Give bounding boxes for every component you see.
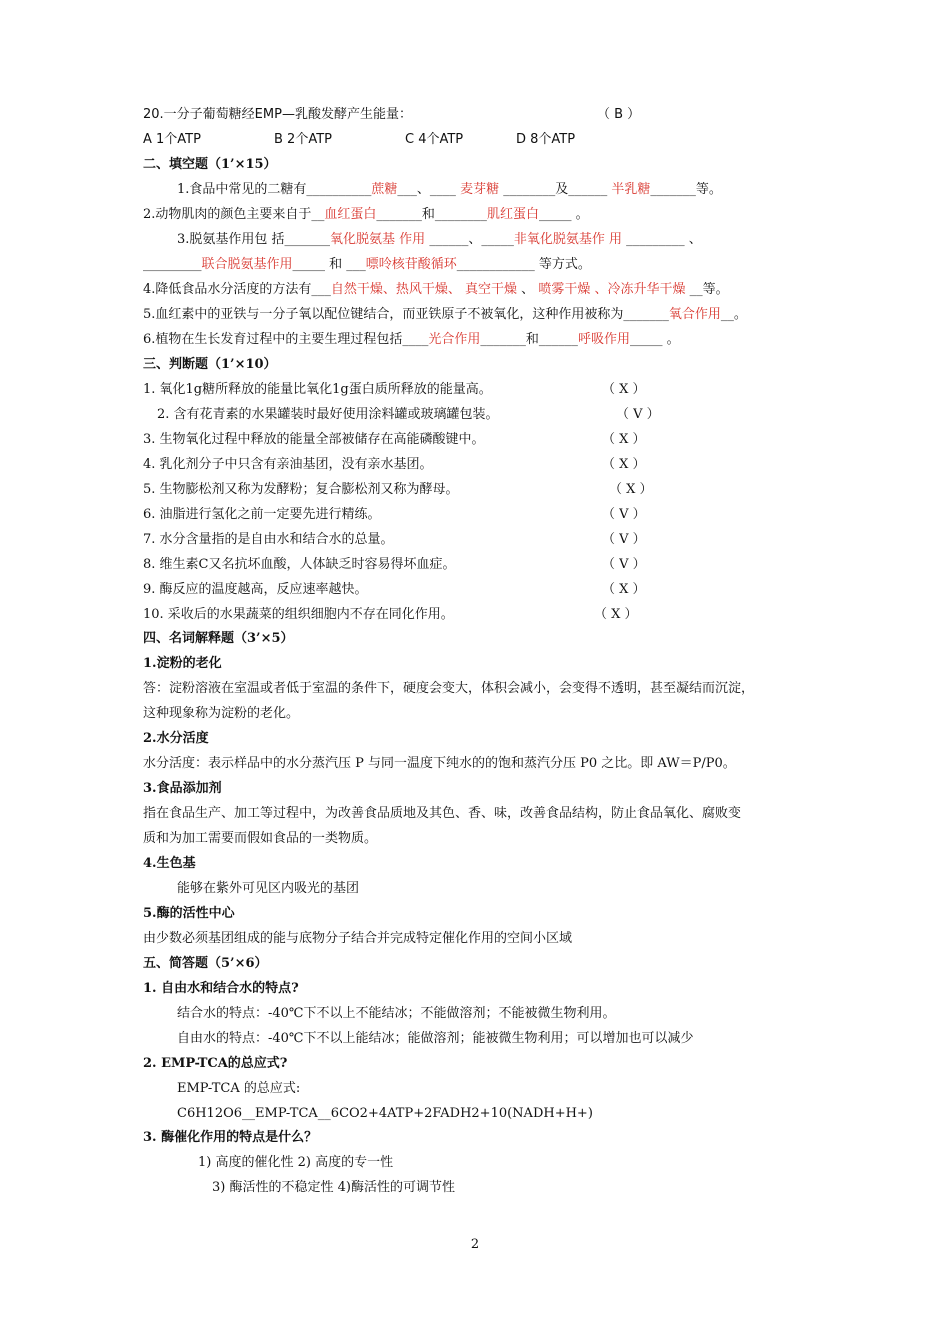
- fill-item-6: [143, 331, 810, 349]
- fill-6-text-b: _______和______: [480, 332, 578, 347]
- fill-3b-text-c: ____________ 等方式。: [456, 257, 591, 272]
- judge-answer: （ X ）: [602, 382, 646, 397]
- q20-option-a: A 1个ATP: [143, 132, 201, 147]
- fill-2-answer-b: 肌红蛋白: [486, 207, 539, 222]
- fill-item-5: [143, 306, 810, 324]
- term-3-definition-cont: 质和为加工需要而假如食品的一类物质。: [143, 831, 378, 846]
- fill-6-answer-b: 呼吸作用: [577, 332, 630, 347]
- fill-4-text-b: 、: [517, 282, 539, 297]
- q20-option-b: B 2个ATP: [274, 132, 332, 147]
- judge-answer: （ V ）: [616, 407, 660, 422]
- fill-6-answer-a: 光合作用: [428, 332, 481, 347]
- judge-item: [143, 431, 810, 449]
- judge-item: [157, 406, 810, 424]
- fill-5-text-a: 5.血红素中的亚铁与一分子氧以配位键结合，而亚铁原子不被氧化，这种作用被称为_______: [143, 307, 669, 322]
- short-2-formula: C6H12O6__EMP-TCA__6CO2+4ATP+2FADH2+10(NADH+H+): [177, 1106, 593, 1121]
- term-1-title: 1.淀粉的老化: [143, 656, 222, 671]
- q20-answer: （ B ）: [597, 107, 641, 122]
- fill-3b-answer-b: 嘌呤核苷酸循环: [365, 257, 457, 272]
- short-heading: 五、简答题（5’×6）: [143, 956, 268, 971]
- fill-4-text-a: 4.降低食品水分活度的方法有___: [143, 282, 331, 297]
- judge-text: 7. 水分含量指的是自由水和结合水的总量。: [143, 532, 394, 547]
- page-number: 2: [470, 1237, 480, 1252]
- fill-2-text-c: _____ 。: [538, 207, 589, 222]
- judge-text: 4. 乳化剂分子中只含有亲油基团，没有亲水基团。: [143, 457, 433, 472]
- fill-4-answer-a: 自然干燥、热风干燥、 真空干燥: [330, 282, 518, 297]
- fill-1-text-d: _______等。: [650, 182, 722, 197]
- judge-answer: （ X ）: [594, 607, 638, 622]
- fill-item-1: [177, 181, 810, 199]
- q20-question: 20.一分子葡萄糖经EMP—乳酸发酵产生能量：: [143, 107, 412, 122]
- fill-item-3-cont: [143, 256, 810, 274]
- term-4-definition: 能够在紫外可见区内吸光的基团: [177, 881, 360, 896]
- fill-1-answer-a: 蔗糖: [371, 182, 398, 197]
- terms-heading: 四、名词解释题（3’×5）: [143, 631, 294, 646]
- fill-3b-text-b: _____ 和 ___: [292, 257, 366, 272]
- fill-3-text-b: ______、_____: [425, 232, 514, 247]
- fill-1-answer-b: 麦芽糖: [460, 182, 500, 197]
- judge-item: [143, 481, 810, 499]
- fill-item-2: [143, 206, 810, 224]
- fill-1-text-c: ________及______: [499, 182, 612, 197]
- fill-heading: 二、填空题（1’×15）: [143, 157, 277, 172]
- term-5-definition: 由少数必须基团组成的能与底物分子结合并完成特定催化作用的空间小区域: [143, 931, 573, 946]
- fill-item-3: [177, 231, 810, 249]
- judge-text: 3. 生物氧化过程中释放的能量全部被储存在高能磷酸键中。: [143, 432, 485, 447]
- term-5-title: 5.酶的活性中心: [143, 906, 235, 921]
- term-2-definition: 水分活度：表示样品中的水分蒸汽压 P 与同一温度下纯水的的饱和蒸汽分压 P0 之比。即 AW＝P/P0。: [143, 756, 736, 771]
- term-1-definition-cont: 这种现象称为淀粉的老化。: [143, 706, 300, 721]
- judge-item: [143, 506, 810, 524]
- fill-2-answer-a: 血红蛋白: [324, 207, 377, 222]
- fill-4-answer-b: 喷雾干燥 、冷冻升华干燥: [538, 282, 686, 297]
- short-3-answer-line: 1) 高度的催化性 2) 高度的专一性: [198, 1155, 394, 1170]
- judge-heading: 三、判断题（1’×10）: [143, 357, 277, 372]
- judge-answer: （ X ）: [602, 432, 646, 447]
- term-4-title: 4.生色基: [143, 856, 196, 871]
- judge-item: [143, 531, 810, 549]
- fill-4-text-c: __等。: [685, 282, 729, 297]
- judge-item: [143, 581, 810, 599]
- judge-answer: （ V ）: [602, 557, 646, 572]
- judge-item: [143, 456, 810, 474]
- short-3-answer-line: 3) 酶活性的不稳定性 4)酶活性的可调节性: [212, 1180, 455, 1195]
- fill-5-answer-a: 氧合作用: [668, 307, 721, 322]
- fill-3b-answer-a: 联合脱氨基作用: [201, 257, 293, 272]
- judge-text: 10. 采收后的水果蔬菜的组织细胞内不存在同化作用。: [143, 607, 454, 622]
- q20-option-c: C 4个ATP: [405, 132, 464, 147]
- short-3-title: 3. 酶催化作用的特点是什么？: [143, 1130, 318, 1145]
- judge-answer: （ X ）: [602, 582, 646, 597]
- judge-answer: （ V ）: [602, 507, 646, 522]
- fill-3-text-a: 3.脱氨基作用包 括_______: [177, 232, 331, 247]
- judge-text: 2. 含有花青素的水果罐装时最好使用涂料罐或玻璃罐包装。: [157, 407, 499, 422]
- fill-3b-text-a: _________: [143, 257, 202, 272]
- judge-answer: （ X ）: [602, 457, 646, 472]
- fill-2-text-a: 2.动物肌肉的颜色主要来自于__: [143, 207, 325, 222]
- fill-6-text-a: 6.植物在生长发育过程中的主要生理过程包括____: [143, 332, 429, 347]
- fill-3-answer-a: 氧化脱氨基 作用: [330, 232, 426, 247]
- judge-answer: （ V ）: [602, 532, 646, 547]
- fill-1-answer-c: 半乳糖: [611, 182, 651, 197]
- short-2-answer-line: EMP-TCA 的总应式:: [177, 1081, 301, 1096]
- fill-3-answer-b: 非氧化脱氨基作 用: [513, 232, 622, 247]
- term-2-title: 2.水分活度: [143, 731, 209, 746]
- short-2-title: 2. EMP-TCA的总应式?: [143, 1056, 288, 1071]
- fill-5-text-b: __。: [720, 307, 747, 322]
- judge-text: 8. 维生素C又名抗坏血酸，人体缺乏时容易得坏血症。: [143, 557, 456, 572]
- q20-option-d: D 8个ATP: [516, 132, 576, 147]
- judge-text: 1. 氧化1g糖所释放的能量比氧化1g蛋白质所释放的能量高。: [143, 382, 492, 397]
- q20-line: [143, 106, 810, 124]
- short-1-title: 1. 自由水和结合水的特点?: [143, 981, 299, 996]
- judge-answer: （ X ）: [609, 482, 653, 497]
- judge-item: [143, 381, 810, 399]
- judge-text: 9. 酶反应的温度越高，反应速率越快。: [143, 582, 368, 597]
- fill-2-text-b: _______和________: [376, 207, 487, 222]
- term-3-title: 3.食品添加剂: [143, 781, 222, 796]
- term-1-definition: 答：淀粉溶液在室温或者低于室温的条件下，硬度会变大，体积会减小，会变得不透明，甚至凝结而沉淀，: [143, 681, 755, 696]
- fill-item-4: [143, 281, 810, 299]
- fill-3-text-c: _________ 、: [621, 232, 702, 247]
- fill-1-text-a: 1.食品中常见的二糖有__________: [177, 182, 372, 197]
- short-1-answer-line: 自由水的特点：-40℃下不以上能结冰；能做溶剂；能被微生物利用；可以增加也可以减少: [177, 1031, 694, 1046]
- short-1-answer-line: 结合水的特点：-40℃下不以上不能结冰；不能做溶剂；不能被微生物利用。: [177, 1006, 616, 1021]
- judge-item: [143, 606, 810, 624]
- judge-text: 6. 油脂进行氢化之前一定要先进行精练。: [143, 507, 381, 522]
- judge-text: 5. 生物膨松剂又称为发酵粉；复合膨松剂又称为酵母。: [143, 482, 459, 497]
- term-3-definition: 指在食品生产、加工等过程中，为改善食品质地及其色、香、味，改善食品结构，防止食品氧化、腐败变: [143, 806, 742, 821]
- fill-6-text-c: _____ 。: [629, 332, 680, 347]
- judge-item: [143, 556, 810, 574]
- fill-1-text-b: ___、____: [397, 182, 461, 197]
